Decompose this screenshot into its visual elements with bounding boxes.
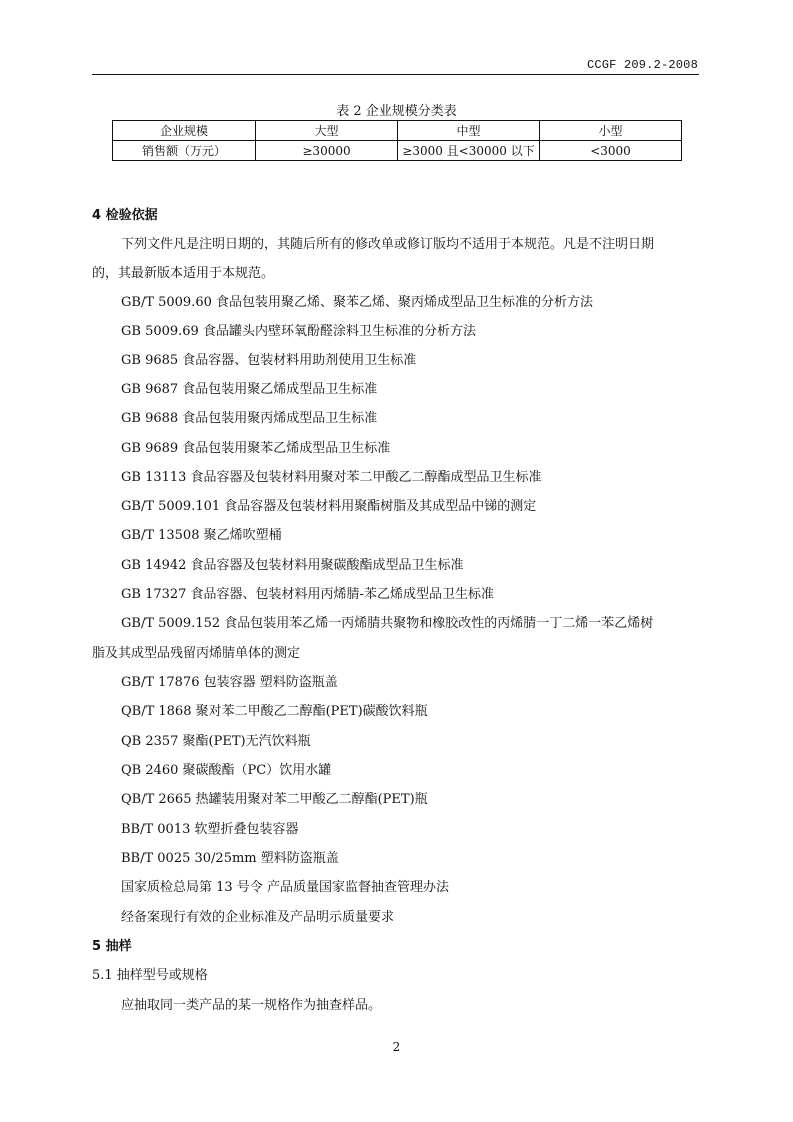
page-number: 2: [392, 1040, 401, 1054]
reference-item: QB/T 1868 聚对苯二甲酸乙二醇酯(PET)碳酸饮料瓶: [121, 704, 428, 719]
reference-item: BB/T 0013 软塑折叠包装容器: [121, 822, 299, 837]
subsection-heading: 5.1 抽样型号或规格: [92, 968, 208, 983]
reference-item: QB 2460 聚碳酸酯（PC）饮用水罐: [121, 763, 332, 778]
reference-item: GB 9687 食品包装用聚乙烯成型品卫生标准: [121, 382, 378, 397]
reference-item: GB 13113 食品容器及包装材料用聚对苯二甲酸乙二醇酯成型品卫生标准: [121, 470, 542, 485]
header-code: CCGF 209.2-2008: [586, 58, 698, 72]
reference-item: 经备案现行有效的企业标准及产品明示质量要求: [121, 910, 395, 925]
reference-item: GB/T 5009.152 食品包装用苯乙烯一丙烯腈共聚物和橡胶改性的丙烯腈一丁二烯一苯乙烯树: [121, 616, 654, 631]
table-cell: <3000: [540, 141, 682, 161]
reference-item: GB/T 13508 聚乙烯吹塑桶: [121, 528, 282, 543]
header-rule: [92, 74, 699, 75]
reference-item: GB 14942 食品容器及包装材料用聚碳酸酯成型品卫生标准: [121, 558, 464, 573]
reference-item: BB/T 0025 30/25mm 塑料防盗瓶盖: [121, 851, 339, 866]
table-header-row: [113, 121, 682, 141]
reference-item: GB 17327 食品容器、包装材料用丙烯腈-苯乙烯成型品卫生标准: [121, 587, 494, 602]
section-heading: 5 抽样: [92, 939, 132, 954]
table-cell: 大型: [256, 121, 398, 141]
section-heading: 4 检验依据: [92, 208, 158, 223]
paragraph-line: 下列文件凡是注明日期的，其随后所有的修改单或修订版均不适用于本规范。凡是不注明日期: [121, 237, 655, 252]
reference-item: GB 9689 食品包装用聚苯乙烯成型品卫生标准: [121, 441, 391, 456]
table-cell: ≥30000: [256, 141, 398, 161]
paragraph-line: 的，其最新版本适用于本规范。: [92, 266, 275, 281]
table-cell: 企业规模: [113, 121, 256, 141]
reference-item-continued: 脂及其成型品残留丙烯腈单体的测定: [92, 646, 301, 661]
table-cell: 小型: [540, 121, 682, 141]
reference-item: QB/T 2665 热罐装用聚对苯二甲酸乙二醇酯(PET)瓶: [121, 792, 428, 807]
reference-item: QB 2357 聚酯(PET)无汽饮料瓶: [121, 734, 311, 749]
paragraph-line: 应抽取同一类产品的某一规格作为抽查样品。: [121, 998, 382, 1013]
table-caption: 表 2 企业规模分类表: [336, 104, 457, 119]
enterprise-scale-table: [112, 120, 682, 161]
reference-item: GB 9685 食品容器、包装材料用助剂使用卫生标准: [121, 353, 417, 368]
reference-item: GB 5009.69 食品罐头内壁环氧酚醛涂料卫生标准的分析方法: [121, 324, 476, 339]
reference-item: GB/T 5009.60 食品包装用聚乙烯、聚苯乙烯、聚丙烯成型品卫生标准的分析方法: [121, 295, 594, 310]
table-cell: 中型: [398, 121, 540, 141]
table-row: [113, 141, 682, 161]
reference-item: GB 9688 食品包装用聚丙烯成型品卫生标准: [121, 411, 378, 426]
table-cell: 销售额（万元）: [113, 141, 256, 161]
reference-item: 国家质检总局第 13 号令 产品质量国家监督抽查管理办法: [121, 880, 449, 895]
reference-item: GB/T 17876 包装容器 塑料防盗瓶盖: [121, 675, 338, 690]
reference-item: GB/T 5009.101 食品容器及包装材料用聚酯树脂及其成型品中锑的测定: [121, 499, 537, 514]
table-cell: ≥3000 且<30000 以下: [398, 141, 540, 161]
